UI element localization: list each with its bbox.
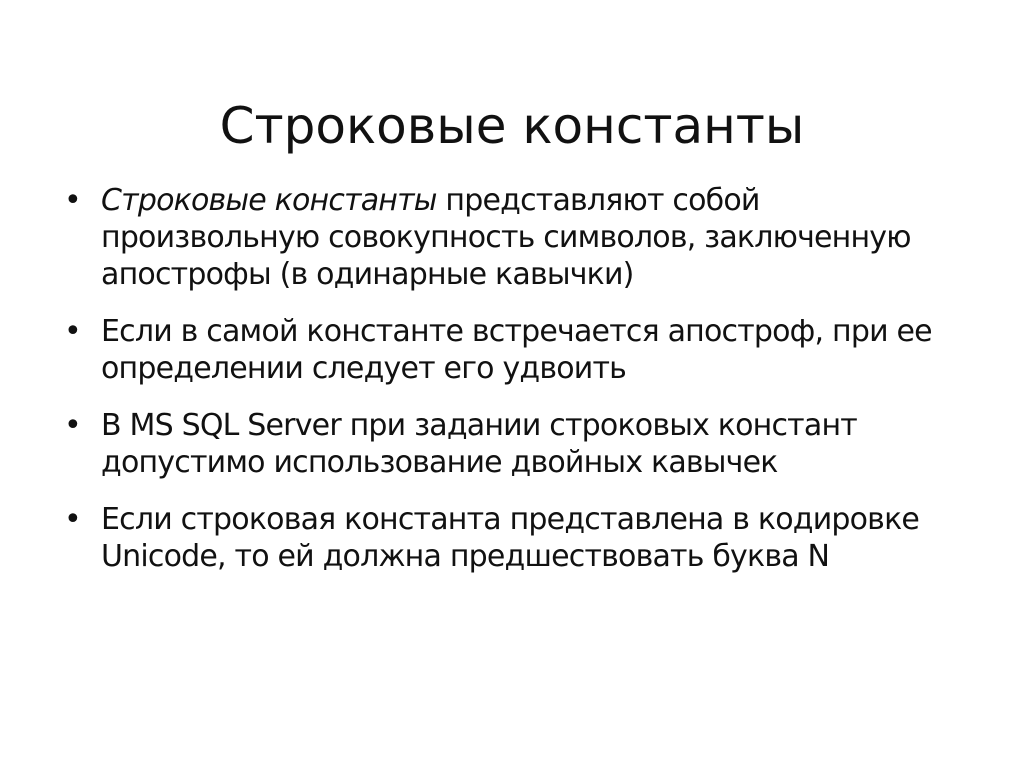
bullet-item: [64, 182, 954, 293]
bullet-list: [64, 182, 954, 595]
bullet-marker: •: [64, 314, 81, 349]
bullet-item: [64, 407, 954, 481]
bullet-text: представляют собой произвольную совокупность символов, заключенную апострофы (в одинарные кавычки): [101, 183, 911, 292]
bullet-marker: •: [64, 502, 81, 537]
bullet-text: Если в самой константе встречается апостроф, при ее определении следует его удвоить: [101, 314, 932, 386]
bullet-text: В MS SQL Server при задании строковых констант допустимо использование двойных кавычек: [101, 408, 857, 480]
bullet-emphasis: Строковые константы: [101, 183, 437, 218]
bullet-item: [64, 313, 954, 387]
bullet-text: Если строковая константа представлена в кодировке Unicode, то ей должна предшествовать буква N: [101, 502, 920, 574]
bullet-item: [64, 501, 954, 575]
bullet-marker: •: [64, 408, 81, 443]
bullet-marker: •: [64, 183, 81, 218]
slide-title: Строковые константы: [219, 96, 805, 155]
